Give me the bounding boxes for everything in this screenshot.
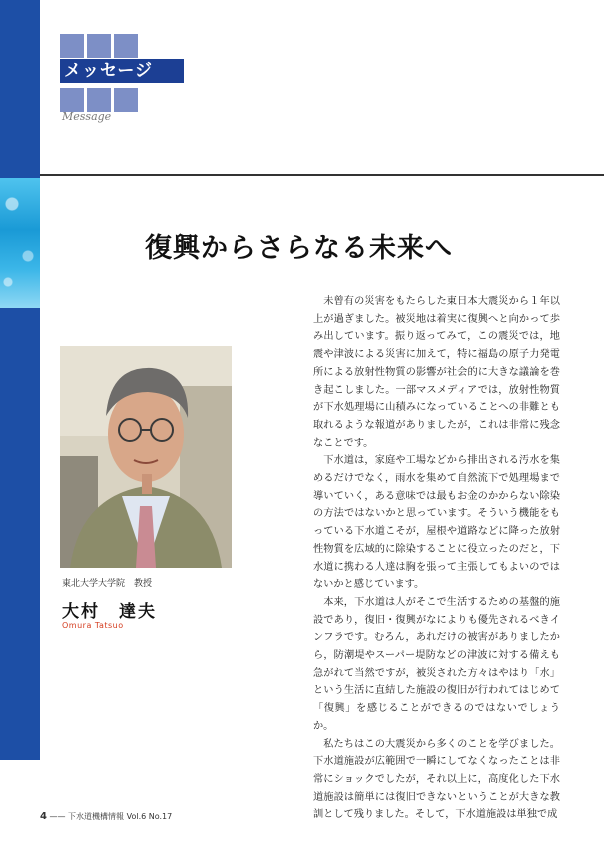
water-photo-strip bbox=[0, 178, 40, 308]
author-portrait bbox=[60, 346, 232, 568]
left-accent-bar bbox=[0, 0, 40, 760]
paragraph: 未曾有の災害をもたらした東日本大震災から１年以上が過ぎました。被災地は着実に復興へと向かって歩み出しています。振り返ってみて，この震災では，地震や津波による災害に加えて，特に福島の原子力発電所による放射性物質の影響が社会的に大きな議論を巻き起こしました。一部マスメディアでは，放射性物質が下水処理場に山積みになっていることへの非難とも取れるような報道がありましたが，これは非常に残念なことです。 bbox=[313, 296, 560, 449]
author-name: 大村 達夫 bbox=[62, 602, 157, 622]
header-divider bbox=[40, 174, 604, 176]
paragraph: 本来，下水道は人がそこで生活するための基盤的施設であり，復旧・復興がなによりも優先されるべきインフラです。むろん，あれだけの被害がありましたから，防潮堤やスーパー堤防などの津波に対する備えも急がれて当然ですが，被災された方々はやはり「水」という生活に直結した施設の復旧が行われてはじめて「復興」を感じることができるのではないでしょうか。 bbox=[313, 596, 560, 732]
publication-info: —— 下水道機構情報 Vol.6 No.17 bbox=[49, 812, 173, 821]
page-number: 4 bbox=[40, 811, 47, 822]
author-name-romaji: Omura Tatsuo bbox=[62, 621, 124, 630]
section-sublabel: Message bbox=[62, 110, 112, 123]
article-body bbox=[313, 293, 560, 824]
page-footer bbox=[40, 811, 172, 822]
author-affiliation: 東北大学大学院 教授 bbox=[62, 579, 153, 589]
section-label: メッセージ bbox=[60, 59, 184, 83]
paragraph: 私たちはこの大震災から多くのことを学びました。下水道施設が広範囲で一瞬にしてなくなったことは非常にショックでしたが，それ以上に，高度化した下水道施設は簡単には復旧できないということが大きな教訓として残りました。そして，下水道施設は単独で成 bbox=[313, 738, 560, 821]
article-title: 復興からさらなる未来へ bbox=[145, 233, 453, 264]
paragraph: 下水道は，家庭や工場などから排出される汚水を集めるだけでなく，雨水を集めて自然流下で処理場まで導いていく，ある意味では最もお金のかからない除染の方法ではないかと思っています。そういう機能をもっている下水道こそが，屋根や道路などに降った放射性物質を広域的に除染することに役立ったのだと，下水道に携わる人達は胸を張って主張してもよいのではないかと感じています。 bbox=[313, 455, 560, 591]
